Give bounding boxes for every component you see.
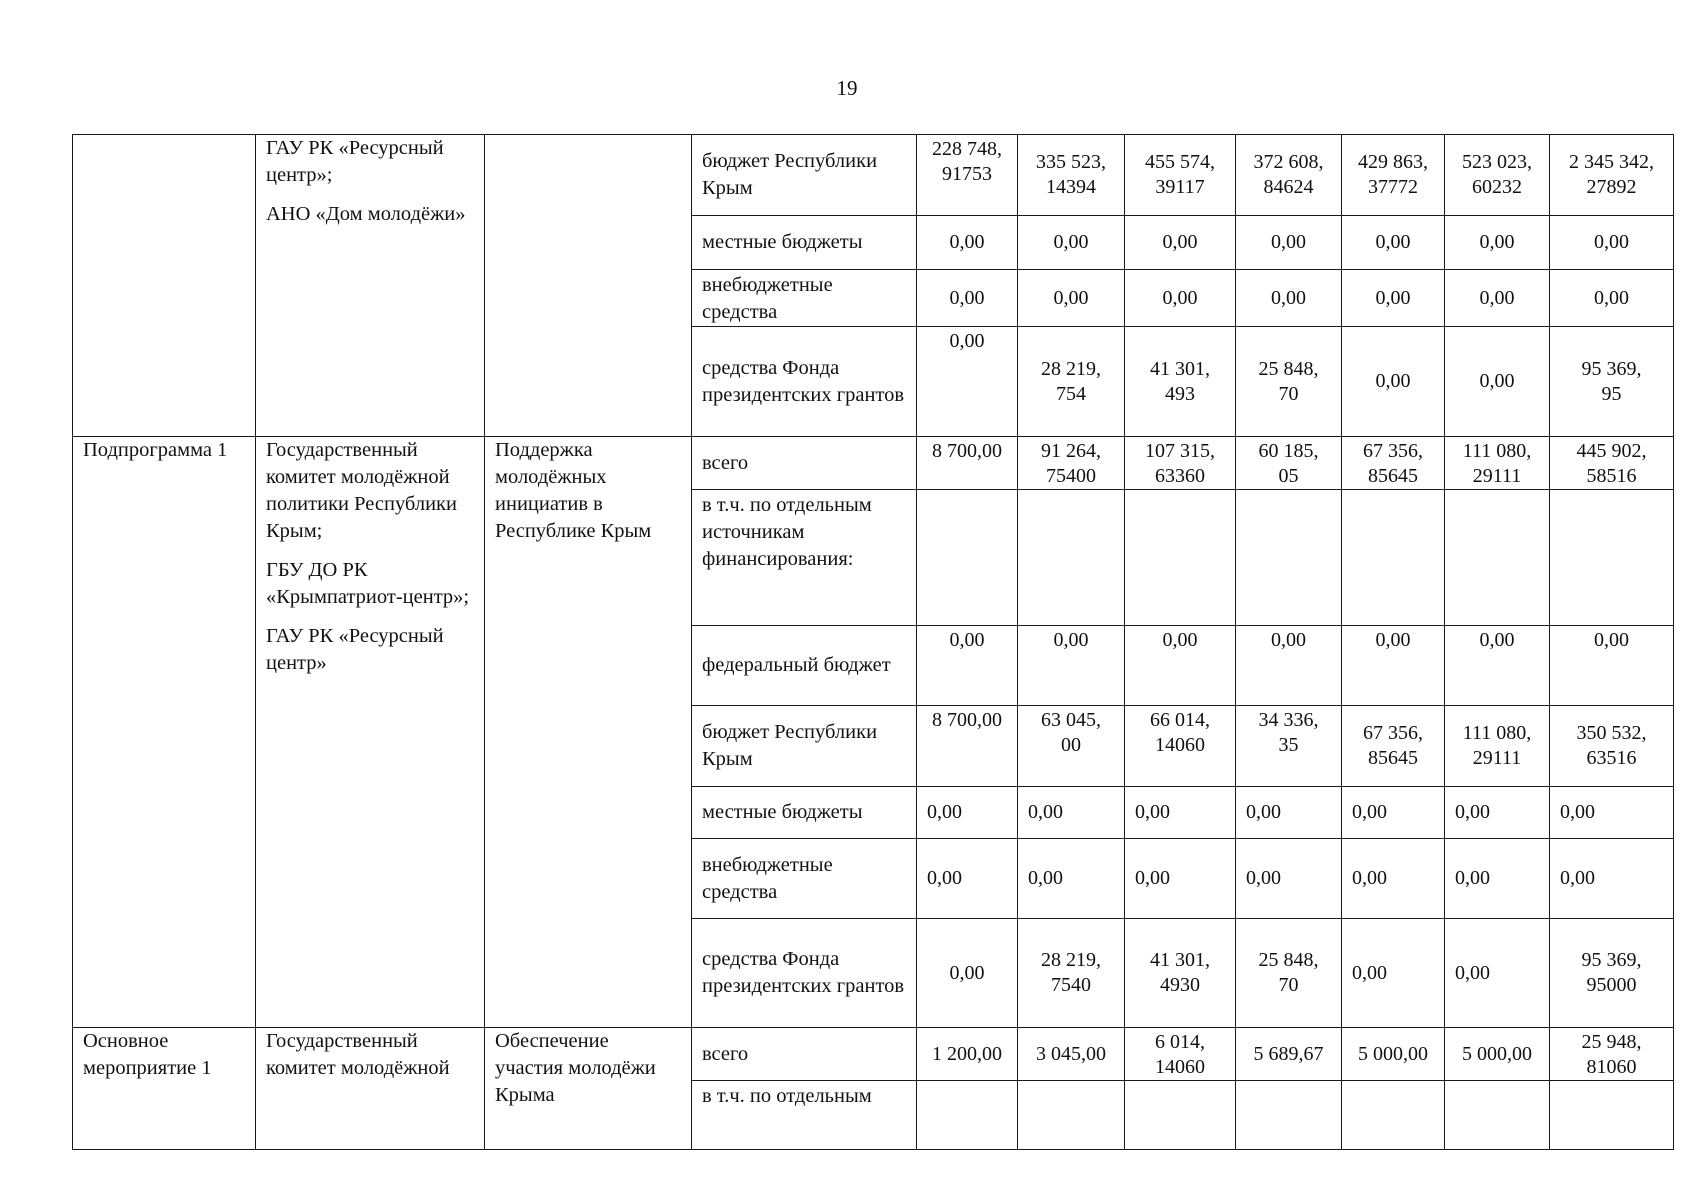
value-cell: 0,00 bbox=[1162, 629, 1198, 651]
value-cell: 2 345 342, 27892 bbox=[1569, 151, 1654, 198]
value-cell: 0,00 bbox=[1053, 231, 1089, 253]
executor: АНО «Дом молодёжи» bbox=[266, 203, 466, 225]
executor: ГАУ РК «Ресурсный центр»; bbox=[266, 137, 444, 186]
funding-source: федеральный бюджет bbox=[692, 626, 917, 706]
value-cell: 0,00 bbox=[1135, 867, 1170, 889]
executor: Государственный комитет молодёжной политики Республики Крым; bbox=[266, 439, 457, 542]
program-name-cell bbox=[73, 437, 256, 1028]
executors-cell bbox=[256, 1028, 485, 1150]
value-cell: 28 219, 7540 bbox=[1041, 949, 1101, 996]
program-name-cell bbox=[73, 1028, 256, 1150]
value-cell: 0,00 bbox=[1271, 286, 1306, 309]
value-cell: 0,00 bbox=[1479, 629, 1515, 651]
value-cell: 0,00 bbox=[1375, 370, 1411, 392]
value-cell: 67 356, 85645 bbox=[1363, 440, 1423, 487]
funding-source: всего bbox=[692, 1028, 917, 1081]
value-cell: 0,00 bbox=[1352, 801, 1387, 823]
value-cell: 335 523, 14394 bbox=[1036, 151, 1106, 198]
value-cell: 0,00 bbox=[1455, 801, 1490, 823]
funding-source: бюджет Республики Крым bbox=[692, 706, 917, 787]
value-cell: 41 301, 4930 bbox=[1150, 949, 1210, 996]
value-cell: 60 185, 05 bbox=[1258, 440, 1319, 487]
executor: ГАУ РК «Ресурсный центр» bbox=[266, 625, 444, 674]
value-cell: 0,00 bbox=[1455, 961, 1490, 984]
value-cell: 0,00 bbox=[927, 867, 962, 889]
value-cell: 25 848, 70 bbox=[1258, 949, 1319, 996]
value-cell: 0,00 bbox=[949, 330, 985, 352]
value-cell: 0,00 bbox=[1375, 629, 1411, 651]
value-cell: 8 700,00 bbox=[932, 440, 1002, 462]
value-cell: 0,00 bbox=[1352, 867, 1387, 889]
value-cell: 3 045,00 bbox=[1036, 1042, 1106, 1065]
title-cell bbox=[485, 135, 692, 437]
value-cell: 6 014, 14060 bbox=[1155, 1031, 1205, 1078]
value-cell: 0,00 bbox=[1246, 867, 1281, 889]
value-cell: 28 219, 754 bbox=[1041, 357, 1101, 405]
value-cell: 0,00 bbox=[1594, 629, 1629, 651]
value-cell: 0,00 bbox=[949, 231, 985, 253]
value-cell: 0,00 bbox=[1594, 286, 1629, 309]
value-cell: 0,00 bbox=[1028, 867, 1063, 889]
funding-source: в т.ч. по отдельным источникам финансирования: bbox=[692, 490, 917, 626]
title-cell bbox=[485, 1028, 692, 1150]
value-cell: 63 045, 00 bbox=[1041, 709, 1101, 756]
value-cell: 0,00 bbox=[1053, 286, 1089, 309]
value-cell: 0,00 bbox=[949, 629, 985, 651]
value-cell: 0,00 bbox=[1352, 961, 1387, 984]
value-cell: 5 689,67 bbox=[1253, 1042, 1324, 1065]
executor: Государственный комитет молодёжной bbox=[266, 1030, 450, 1079]
value-cell: 0,00 bbox=[1246, 801, 1281, 823]
funding-source: местные бюджеты bbox=[692, 216, 917, 270]
value-cell: 0,00 bbox=[949, 286, 985, 309]
value-cell: 0,00 bbox=[1479, 370, 1515, 392]
value-cell: 0,00 bbox=[1455, 867, 1490, 889]
value-cell: 0,00 bbox=[1479, 231, 1515, 253]
value-cell: 25 948, 81060 bbox=[1581, 1031, 1642, 1078]
funding-source: средства Фонда президентских грантов bbox=[692, 327, 917, 437]
value-cell: 107 315, 63360 bbox=[1145, 440, 1215, 487]
value-cell: 67 356, 85645 bbox=[1363, 722, 1423, 769]
value-cell: 111 080, 29111 bbox=[1462, 440, 1532, 487]
financing-table bbox=[72, 134, 1674, 1150]
executor: ГБУ ДО РК «Крымпатриот-центр»; bbox=[266, 559, 470, 608]
value-cell: 429 863, 37772 bbox=[1358, 151, 1428, 198]
value-cell: 0,00 bbox=[949, 961, 985, 984]
program-name-cell bbox=[73, 135, 256, 437]
value-cell: 1 200,00 bbox=[932, 1042, 1002, 1065]
value-cell: 455 574, 39117 bbox=[1145, 151, 1215, 198]
value-cell: 0,00 bbox=[1135, 801, 1170, 823]
value-cell: 0,00 bbox=[1560, 801, 1595, 823]
value-cell: 66 014, 14060 bbox=[1150, 709, 1210, 756]
table-row bbox=[73, 1028, 1674, 1081]
value-cell: 95 369, 95000 bbox=[1581, 949, 1642, 996]
value-cell: 372 608, 84624 bbox=[1253, 151, 1324, 198]
financing-table-container bbox=[72, 134, 1674, 1150]
value-cell: 0,00 bbox=[1162, 231, 1198, 253]
value-cell: 0,00 bbox=[1028, 801, 1063, 823]
title-cell bbox=[485, 437, 692, 1028]
funding-source: в т.ч. по отдельным bbox=[692, 1081, 917, 1150]
value-cell: 95 369, 95 bbox=[1581, 357, 1642, 405]
value-cell: 0,00 bbox=[1479, 286, 1515, 309]
funding-source: внебюджетные средства bbox=[692, 839, 917, 919]
value-cell: 34 336, 35 bbox=[1258, 709, 1319, 756]
value-cell: 0,00 bbox=[1053, 629, 1089, 651]
value-cell: 8 700,00 bbox=[932, 709, 1002, 731]
value-cell: 350 532, 63516 bbox=[1576, 722, 1647, 769]
value-cell: 445 902, 58516 bbox=[1576, 440, 1647, 487]
funding-source: внебюджетные средства bbox=[692, 270, 917, 327]
program-name: Основное мероприятие 1 bbox=[83, 1030, 212, 1079]
value-cell: 0,00 bbox=[1375, 231, 1411, 253]
value-cell: 0,00 bbox=[1162, 286, 1198, 309]
value-cell: 111 080, 29111 bbox=[1462, 722, 1532, 769]
funding-source: местные бюджеты bbox=[692, 787, 917, 839]
table-row bbox=[73, 135, 1674, 216]
funding-source: бюджет Республики Крым bbox=[692, 135, 917, 216]
executors-cell bbox=[256, 135, 485, 437]
table-row bbox=[73, 437, 1674, 490]
program-title: Обеспечение участия молодёжи Крыма bbox=[495, 1030, 656, 1106]
value-cell: 228 748, 91753 bbox=[932, 138, 1002, 185]
value-cell: 0,00 bbox=[1271, 231, 1306, 253]
funding-source: средства Фонда президентских грантов bbox=[692, 919, 917, 1028]
value-cell: 91 264, 75400 bbox=[1041, 440, 1101, 487]
value-cell: 0,00 bbox=[1594, 231, 1629, 253]
program-name: Подпрограмма 1 bbox=[83, 439, 228, 461]
value-cell: 0,00 bbox=[1271, 629, 1306, 651]
value-cell: 523 023, 60232 bbox=[1462, 151, 1532, 198]
value-cell: 41 301, 493 bbox=[1150, 357, 1210, 405]
value-cell: 0,00 bbox=[927, 801, 962, 823]
value-cell: 0,00 bbox=[1375, 286, 1411, 309]
funding-source: всего bbox=[692, 437, 917, 490]
value-cell: 0,00 bbox=[1560, 867, 1595, 889]
page-number: 19 bbox=[836, 76, 858, 100]
executors-cell bbox=[256, 437, 485, 1028]
value-cell: 25 848, 70 bbox=[1258, 357, 1319, 405]
program-title: Поддержка молодёжных инициатив в Республике Крым bbox=[495, 439, 652, 542]
value-cell: 5 000,00 bbox=[1358, 1042, 1428, 1065]
value-cell: 5 000,00 bbox=[1462, 1042, 1532, 1065]
